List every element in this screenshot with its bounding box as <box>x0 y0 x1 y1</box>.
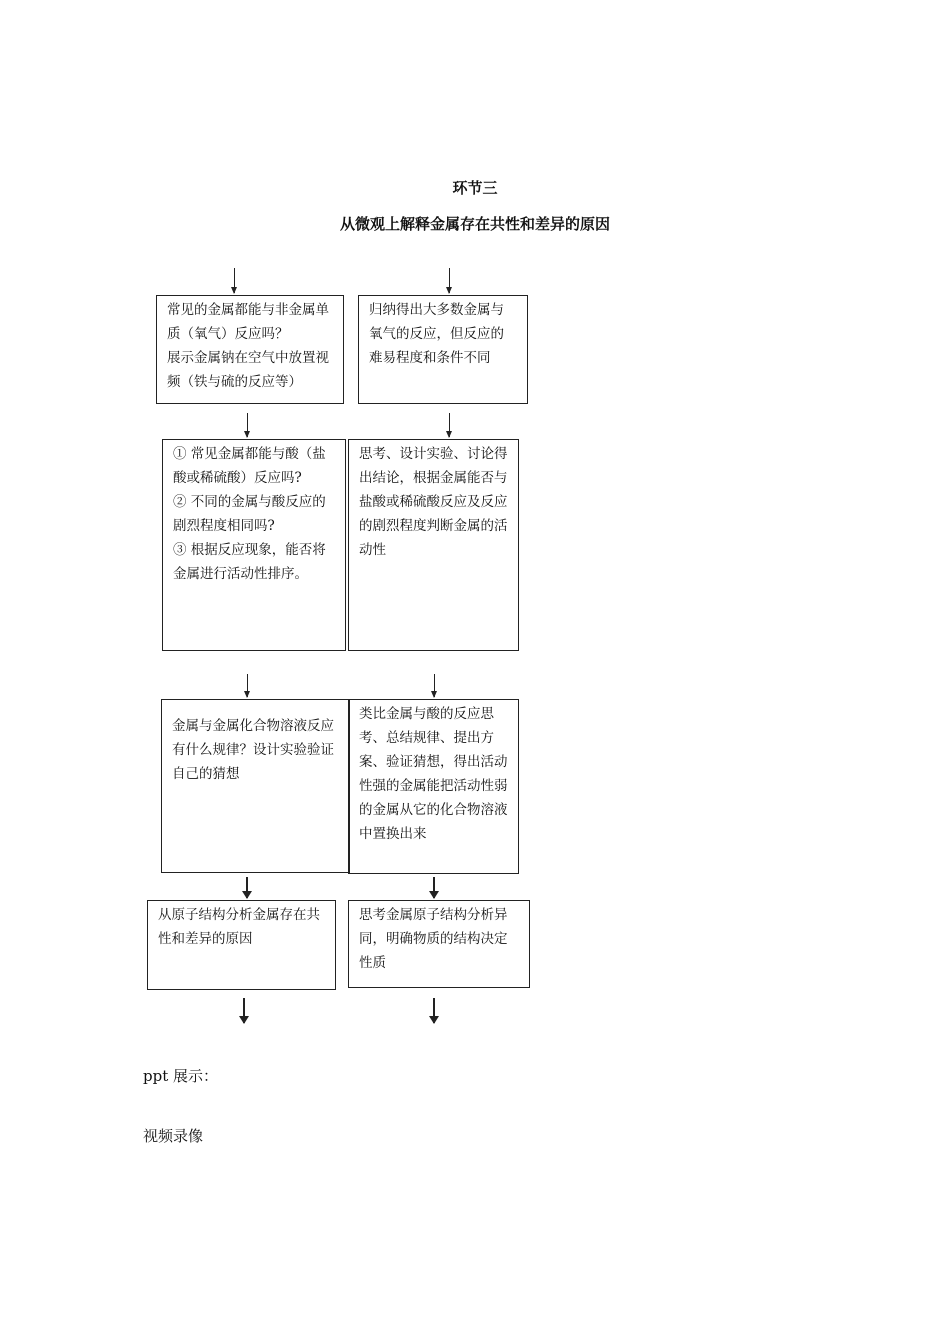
arrow-down-icon <box>449 268 450 293</box>
arrow-down-icon <box>433 998 435 1023</box>
box-text: ② 不同的金属与酸反应的剧烈程度相同吗? <box>173 494 326 534</box>
arrow-down-icon <box>434 674 435 697</box>
flow-box-left-1 <box>156 295 344 404</box>
box-text: ① 常见金属都能与酸（盐酸或稀硫酸）反应吗? <box>173 446 326 486</box>
box-text: 类比金属与酸的反应思考、总结规律、提出方案、验证猜想，得出活动性强的金属能把活动性弱的金属从它的化合物溶液中置换出来 <box>359 706 508 842</box>
flow-box-right-4 <box>348 900 530 988</box>
box-text: 展示金属钠在空气中放置视频（铁与硫的反应等） <box>167 350 329 390</box>
flow-box-left-2 <box>162 439 346 651</box>
box-text: 归纳得出大多数金属与氧气的反应，但反应的难易程度和条件不同 <box>369 302 504 366</box>
page-title: 从微观上解释金属存在共性和差异的原因 <box>339 215 610 233</box>
flow-box-left-4 <box>147 900 336 990</box>
arrow-down-icon <box>234 268 235 293</box>
box-text: 思考金属原子结构分析异同，明确物质的结构决定性质 <box>359 907 508 971</box>
arrow-down-icon <box>247 674 248 697</box>
box-text: 思考、设计实验、讨论得出结论，根据金属能否与盐酸或稀硫酸反应及反应的剧烈程度判断金属的活动性 <box>359 446 508 558</box>
flow-box-right-1 <box>358 295 528 404</box>
box-text: 金属与金属化合物溶液反应有什么规律？设计实验验证自己的猜想 <box>172 718 334 782</box>
box-text: 常见的金属都能与非金属单质（氧气）反应吗？ <box>167 302 329 342</box>
arrow-down-icon <box>433 877 435 898</box>
section-label: 环节三 <box>452 179 498 197</box>
flow-box-right-2 <box>348 439 519 651</box>
video-label: 视频录像 <box>143 1127 204 1145</box>
flow-box-right-3 <box>348 699 519 874</box>
arrow-down-icon <box>449 413 450 437</box>
flow-box-left-3 <box>161 699 350 873</box>
arrow-down-icon <box>243 998 245 1023</box>
box-text: 从原子结构分析金属存在共性和差异的原因 <box>158 907 320 947</box>
box-text: ③ 根据反应现象，能否将金属进行活动性排序。 <box>173 542 326 582</box>
arrow-down-icon <box>247 413 248 437</box>
arrow-down-icon <box>246 877 248 898</box>
ppt-label: ppt 展示： <box>143 1067 219 1085</box>
